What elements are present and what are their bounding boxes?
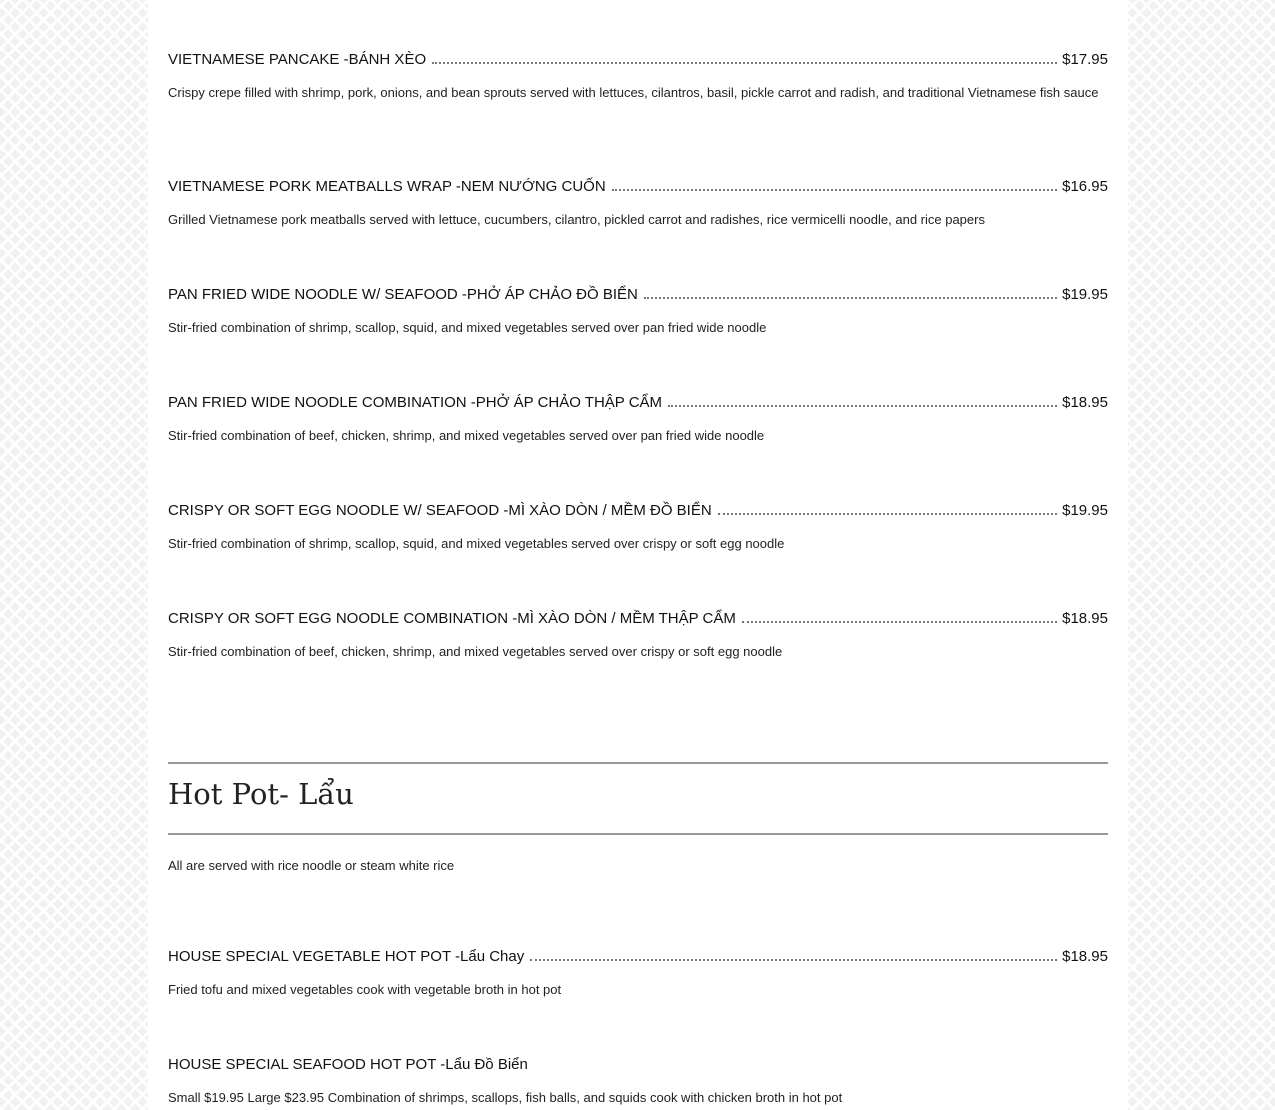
menu-item-price: $16.95 [1062,178,1108,195]
dot-leader [612,189,1057,191]
menu-item-description: Stir-fried combination of beef, chicken, shrimp, and mixed vegetables served over pan fried wide noodle [168,428,765,443]
menu-item [168,1056,1108,1108]
menu-item-price: $18.95 [1062,394,1108,411]
menu-item [168,948,1108,1000]
menu-item-header [168,178,1108,196]
menu-item-header [168,286,1108,304]
menu-item-price: $19.95 [1062,502,1108,519]
menu-item-price: $18.95 [1062,948,1108,965]
menu-item-name: PAN FRIED WIDE NOODLE COMBINATION -PHỞ ÁP CHẢO THẬP CẨM [168,394,663,411]
menu-item-header [168,394,1108,412]
menu-item-name: HOUSE SPECIAL VEGETABLE HOT POT -Lẩu Chay [168,948,525,965]
menu-item-price: $18.95 [1062,610,1108,627]
menu-item-name: CRISPY OR SOFT EGG NOODLE COMBINATION -MÌ XÀO DÒN / MỀM THẬP CẨM [168,610,736,627]
menu-item-description: Crispy crepe filled with shrimp, pork, onions, and bean sprouts served with lettuces, cilantros, basil, pickle carrot and radish, and traditional Vietnamese fish sauce [168,85,1099,100]
menu-item-header [168,502,1108,520]
menu-item-description: Fried tofu and mixed vegetables cook with vegetable broth in hot pot [168,982,562,997]
menu-item-description: Stir-fried combination of beef, chicken, shrimp, and mixed vegetables served over crispy or soft egg noodle [168,644,783,659]
section-divider-top [168,762,1108,764]
menu-item-description: Stir-fried combination of shrimp, scallop, squid, and mixed vegetables served over crispy or soft egg noodle [168,536,785,551]
menu-item-name: VIETNAMESE PORK MEATBALLS WRAP -NEM NƯỚNG CUỐN [168,178,606,195]
menu-item-header [168,51,1108,69]
menu-item-price: $19.95 [1062,286,1108,303]
menu-item [168,610,1108,662]
menu-item [168,286,1108,338]
menu-item [168,51,1108,103]
menu-item [168,502,1108,554]
menu-item-header [168,610,1108,628]
menu-item-header [168,1056,1108,1074]
menu-item [168,178,1108,230]
dot-leader [432,62,1057,64]
menu-item [168,394,1108,446]
section-title: Hot Pot- Lẩu [168,777,354,811]
dot-leader [742,621,1057,623]
dot-leader [718,513,1057,515]
dot-leader [530,959,1057,961]
dot-leader [668,405,1057,407]
section-note: All are served with rice noodle or steam white rice [168,858,455,873]
menu-item-description: Small $19.95 Large $23.95 Combination of shrimps, scallops, fish balls, and squids cook with chicken broth in hot pot [168,1090,843,1105]
dot-leader [644,297,1057,299]
menu-item-name: PAN FRIED WIDE NOODLE W/ SEAFOOD -PHỞ ÁP CHẢO ĐỒ BIỂN [168,286,638,303]
menu-item-name: HOUSE SPECIAL SEAFOOD HOT POT -Lẩu Đồ Biển [168,1056,528,1073]
menu-item-description: Stir-fried combination of shrimp, scallop, squid, and mixed vegetables served over pan fried wide noodle [168,320,767,335]
menu-panel [148,0,1128,1110]
menu-item-description: Grilled Vietnamese pork meatballs served with lettuce, cucumbers, cilantro, pickled carrot and radishes, rice vermicelli noodle, and rice papers [168,212,985,227]
section-divider-bottom [168,833,1108,835]
menu-item-header [168,948,1108,966]
menu-item-name: VIETNAMESE PANCAKE -BÁNH XÈO [168,51,427,68]
menu-item-name: CRISPY OR SOFT EGG NOODLE W/ SEAFOOD -MÌ XÀO DÒN / MỀM ĐỒ BIỂN [168,502,712,519]
menu-item-price: $17.95 [1062,51,1108,68]
